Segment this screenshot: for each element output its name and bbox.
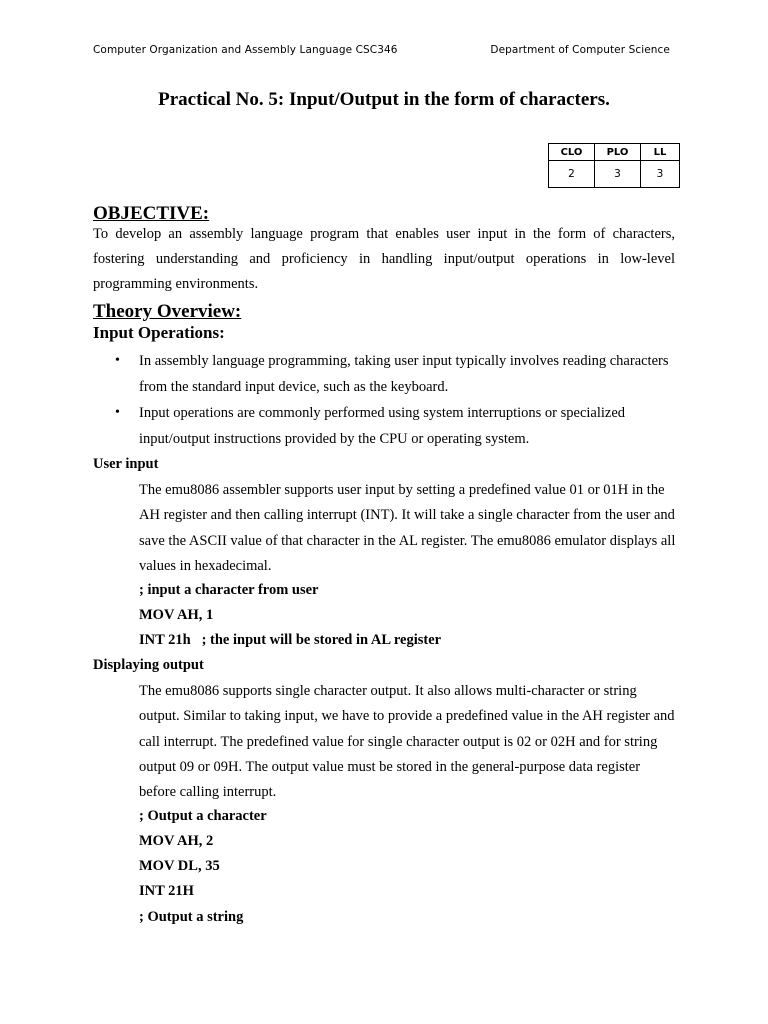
list-item xyxy=(115,348,679,400)
code-line: ; Output a character xyxy=(139,808,267,824)
ll-value: 3 xyxy=(641,161,680,188)
displaying-output-heading: Displaying output xyxy=(93,657,204,673)
code-line: INT 21h ; the input will be stored in AL register xyxy=(139,632,442,648)
objective-text: To develop an assembly language program that enables user input in the form of characters, fostering understanding and proficiency in handling input/output operations in low-level programming environments. xyxy=(93,226,675,292)
user-input-text: The emu8086 assembler supports user input by setting a predefined value 01 or 01H in the AH register and then calling interrupt (INT). It will take a single character from the user and save the ASCII value of that character in the AL register. The emu8086 emulator displays all values in hexadecimal. xyxy=(139,482,676,574)
header-course: Computer Organization and Assembly Language CSC346 xyxy=(93,44,398,56)
code-line: ; input a character from user xyxy=(139,582,319,598)
user-input-heading: User input xyxy=(93,456,159,472)
level-table-value-row xyxy=(549,161,680,188)
page-title: Practical No. 5: Input/Output in the form of characters. xyxy=(158,89,610,110)
objective-heading: OBJECTIVE: xyxy=(93,203,210,224)
bullet-icon: • xyxy=(115,405,120,420)
bullet-text: In assembly language programming, taking user input typically involves reading characters from the standard input device, such as the keyboard. xyxy=(139,353,669,395)
bullet-icon: • xyxy=(115,353,120,368)
bullet-text: Input operations are commonly performed using system interruptions or specialized input/output instructions provided by the CPU or operating system. xyxy=(139,405,626,447)
ll-header: LL xyxy=(641,144,680,161)
code-line: INT 21H xyxy=(139,883,194,899)
displaying-output-text: The emu8086 supports single character output. It also allows multi-character or string output. Similar to taking input, we have to provide a predefined value in the AH register and call interrupt. The predefined value for single character output is 02 or 02H and for string output 09 or 09H. The output value must be stored in the general-purpose data register before calling interrupt. xyxy=(139,683,675,801)
clo-value: 2 xyxy=(549,161,595,188)
list-item xyxy=(115,400,679,452)
code-line: MOV DL, 35 xyxy=(139,858,220,874)
header-department: Department of Computer Science xyxy=(490,44,670,56)
level-table-header-row xyxy=(549,144,680,161)
theory-heading: Theory Overview: xyxy=(93,301,242,322)
code-line: MOV AH, 2 xyxy=(139,833,214,849)
clo-header: CLO xyxy=(549,144,595,161)
input-operations-heading: Input Operations: xyxy=(93,323,225,342)
plo-header: PLO xyxy=(595,144,641,161)
plo-value: 3 xyxy=(595,161,641,188)
level-table xyxy=(548,143,680,188)
code-line: ; Output a string xyxy=(139,909,244,925)
code-line: MOV AH, 1 xyxy=(139,607,214,623)
